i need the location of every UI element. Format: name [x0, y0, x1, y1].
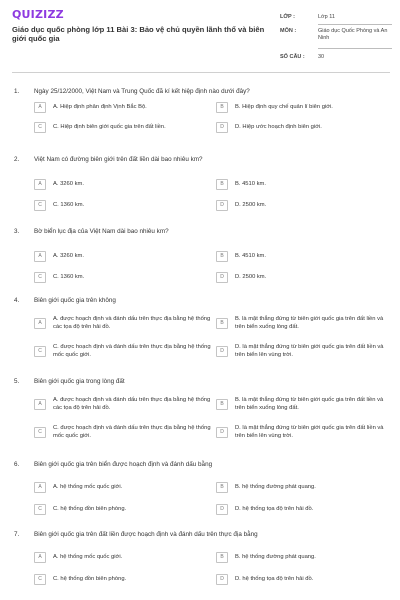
option-text: A. Hiệp định phân định Vịnh Bắc Bộ. [53, 104, 147, 110]
option-letter-box: B [216, 552, 228, 563]
option-letter-box: B [216, 399, 228, 410]
option-letter-box: D [216, 272, 228, 283]
question-number: 1. [14, 88, 20, 95]
option-c[interactable] [34, 504, 204, 515]
question-3 [12, 228, 390, 281]
worksheet-header [12, 8, 390, 66]
option-c[interactable] [34, 574, 204, 585]
option-letter-box: A [34, 552, 46, 563]
question-number: 4. [14, 297, 20, 304]
question-number: 2. [14, 156, 20, 163]
option-b[interactable] [216, 316, 390, 331]
option-d[interactable] [216, 504, 390, 515]
quizizz-logo: QUIZIZZ [12, 8, 64, 21]
option-c[interactable] [34, 425, 212, 440]
question-7 [12, 531, 390, 583]
question-number: 3. [14, 228, 20, 235]
question-text: Biên giới quốc gia trên biển được hoạch định và đánh dấu bằng [34, 461, 213, 468]
worksheet-title: Giáo dục quốc phòng lớp 11 Bài 3: Bảo vệ chủ quyền lãnh thổ và biên giới quốc gia [12, 25, 265, 44]
question-number: 5. [14, 378, 20, 385]
option-c[interactable] [34, 272, 204, 283]
option-letter-box: D [216, 200, 228, 211]
option-text: B. 4510 km. [235, 253, 266, 259]
meta-count-value: 30 [318, 54, 325, 60]
question-1 [12, 88, 390, 131]
option-text: C. hệ thống đồn biên phòng. [53, 506, 127, 512]
option-text: B. hệ thống đường phát quang. [235, 554, 316, 560]
option-a[interactable] [34, 552, 204, 563]
meta-class [280, 8, 392, 25]
question-4 [12, 297, 390, 358]
option-text: A. hệ thống mốc quốc giới. [53, 554, 123, 560]
meta-subject-label: MÔN : [280, 28, 297, 34]
question-text: Việt Nam có đường biên giới trên đất liền dài bao nhiêu km? [34, 156, 203, 163]
option-letter-box: A [34, 179, 46, 190]
option-b[interactable] [216, 251, 390, 262]
option-d[interactable] [216, 272, 390, 283]
option-c[interactable] [34, 122, 204, 133]
option-text: B. 4510 km. [235, 181, 266, 187]
option-letter-box: A [34, 102, 46, 113]
option-a[interactable] [34, 316, 212, 331]
option-letter-box: C [34, 200, 46, 211]
worksheet-meta [280, 8, 392, 65]
option-text: D. hệ thống tọa độ trên hải đồ. [235, 576, 314, 582]
option-d[interactable] [216, 425, 390, 440]
question-number: 7. [14, 531, 20, 538]
meta-class-label: LỚP : [280, 14, 295, 20]
option-letter-box: B [216, 102, 228, 113]
option-a[interactable] [34, 251, 204, 262]
option-text: B. là mặt thẳng đứng từ biên giới quốc gia trên đất liền và trên biển xuống lòng đất. [235, 316, 384, 330]
option-b[interactable] [216, 102, 390, 113]
option-letter-box: A [34, 399, 46, 410]
option-b[interactable] [216, 397, 390, 412]
question-2 [12, 156, 390, 209]
option-a[interactable] [34, 397, 212, 412]
option-c[interactable] [34, 200, 204, 211]
option-text: C. 1360 km. [53, 274, 85, 280]
option-letter-box: C [34, 272, 46, 283]
option-d[interactable] [216, 122, 390, 133]
option-text: D. là mặt thẳng đứng từ biên giới quốc gia trên đất liền và trên biển lên vùng trời. [235, 425, 384, 439]
option-text: D. hệ thống tọa độ trên hải đồ. [235, 506, 314, 512]
option-a[interactable] [34, 482, 204, 493]
meta-subject-value: Giáo dục Quốc Phòng và An Ninh [318, 28, 392, 49]
option-letter-box: B [216, 482, 228, 493]
option-d[interactable] [216, 574, 390, 585]
option-text: D. là mặt thẳng đứng từ biên giới quốc gia trên đất liền và trên biển lên vùng trời. [235, 344, 384, 358]
option-letter-box: C [34, 122, 46, 133]
header-divider [12, 72, 390, 73]
question-text: Biên giới quốc gia trên không [34, 297, 116, 304]
option-text: A. hệ thống mốc quốc giới. [53, 484, 123, 490]
question-text: Bờ biển lục địa của Việt Nam dài bao nhiêu km? [34, 228, 169, 235]
option-letter-box: B [216, 251, 228, 262]
option-text: A. được hoạch định và đánh dấu trên thực địa bằng hệ thống các tọa độ trên hải đồ. [53, 397, 211, 411]
meta-count [280, 49, 392, 65]
option-text: B. là mặt thẳng đứng từ biên giới quốc gia trên đất liền và trên biển xuống lòng đất. [235, 397, 384, 411]
option-text: D. 2500 km. [235, 274, 267, 280]
option-text: A. 3260 km. [53, 181, 84, 187]
meta-count-label: SỐ CÂU : [280, 54, 305, 60]
meta-class-value: Lớp 11 [318, 14, 392, 25]
option-letter-box: A [34, 318, 46, 329]
option-letter-box: C [34, 574, 46, 585]
option-letter-box: A [34, 251, 46, 262]
option-text: C. được hoạch định và đánh dấu trên thực địa bằng hệ thống mốc quốc giới. [53, 344, 211, 358]
option-letter-box: B [216, 179, 228, 190]
option-a[interactable] [34, 102, 204, 113]
question-text: Ngày 25/12/2000, Việt Nam và Trung Quốc đã kí kết hiệp định nào dưới đây? [34, 88, 250, 95]
option-c[interactable] [34, 344, 212, 359]
option-letter-box: C [34, 504, 46, 515]
option-text: A. được hoạch định và đánh dấu trên thực địa bằng hệ thống các tọa độ trên hải đồ. [53, 316, 211, 330]
option-text: D. Hiệp ước hoạch định biên giới. [235, 124, 322, 130]
meta-subject [280, 25, 392, 49]
question-5 [12, 378, 390, 439]
option-text: D. 2500 km. [235, 202, 267, 208]
question-text: Biên giới quốc gia trong lòng đất [34, 378, 125, 385]
option-letter-box: D [216, 427, 228, 438]
option-letter-box: B [216, 318, 228, 329]
option-letter-box: C [34, 346, 46, 357]
option-b[interactable] [216, 179, 390, 190]
option-letter-box: C [34, 427, 46, 438]
option-text: C. 1360 km. [53, 202, 85, 208]
option-text: B. hệ thống đường phát quang. [235, 484, 316, 490]
question-number: 6. [14, 461, 20, 468]
option-a[interactable] [34, 179, 204, 190]
option-b[interactable] [216, 552, 390, 563]
option-text: C. Hiệp định biên giới quốc gia trên đất liền. [53, 124, 166, 130]
option-text: B. Hiệp định quy chế quản lí biên giới. [235, 104, 333, 110]
question-6 [12, 461, 390, 513]
option-letter-box: D [216, 574, 228, 585]
option-letter-box: D [216, 346, 228, 357]
option-d[interactable] [216, 344, 390, 359]
option-text: A. 3260 km. [53, 253, 84, 259]
option-b[interactable] [216, 482, 390, 493]
question-text: Biên giới quốc gia trên đất liền được hoạch định và đánh dấu trên thực địa bằng [34, 531, 258, 538]
option-d[interactable] [216, 200, 390, 211]
option-letter-box: A [34, 482, 46, 493]
option-letter-box: D [216, 122, 228, 133]
option-text: C. được hoạch định và đánh dấu trên thực địa bằng hệ thống mốc quốc giới. [53, 425, 211, 439]
option-text: C. hệ thống đồn biên phòng. [53, 576, 127, 582]
option-letter-box: D [216, 504, 228, 515]
